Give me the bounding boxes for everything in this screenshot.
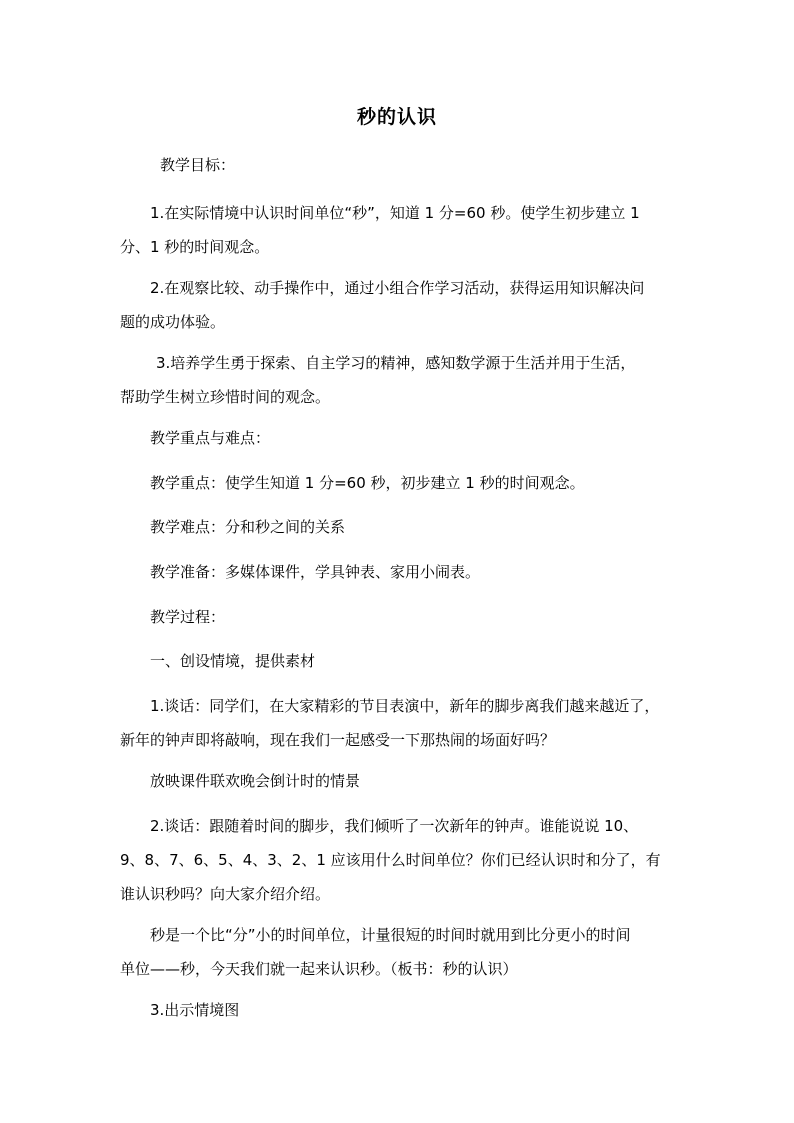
paragraph-process-heading: [120, 600, 680, 634]
text-line: 谁认识秒吗？向大家介绍介绍。: [120, 885, 331, 903]
text-line: 放映课件联欢晚会倒计时的情景: [150, 772, 361, 790]
text-line: 单位——秒，今天我们就一起来认识秒。（板书：秒的认识）: [120, 960, 518, 978]
text-line: 1.谈话：同学们，在大家精彩的节目表演中，新年的脚步离我们越来越近了，: [150, 697, 660, 715]
text-line: 分、1 秒的时间观念。: [120, 238, 270, 256]
paragraph-courseware-note: [120, 764, 680, 798]
text-line: 9、8、7、6、5、4、3、2、1 应该用什么时间单位？你们已经认识时和分了，有: [120, 851, 661, 869]
text-line: 一、创设情境，提供素材: [150, 652, 316, 670]
paragraph-key-point: [120, 466, 680, 500]
text-line: 帮助学生树立珍惜时间的观念。: [120, 388, 331, 406]
paragraph-section-1-heading: [120, 644, 680, 678]
paragraph-preparation: [120, 555, 680, 589]
text-line: 题的成功体验。: [120, 313, 226, 331]
text-line: 1.在实际情境中认识时间单位“秒”，知道 1 分=60 秒。使学生初步建立 1: [150, 204, 640, 222]
text-line: 教学过程：: [150, 608, 226, 626]
paragraph-goal-3: [120, 346, 680, 414]
text-line: 教学重点：使学生知道 1 分=60 秒，初步建立 1 秒的时间观念。: [150, 474, 585, 492]
text-line: 教学准备：多媒体课件，学具钟表、家用小闹表。: [150, 563, 481, 581]
paragraph-step-2: [120, 809, 680, 911]
text-line: 教学目标：: [160, 156, 236, 174]
paragraph-step-1: [120, 689, 680, 757]
paragraph-step-3: [120, 993, 680, 1027]
text-line: 秒是一个比“分”小的时间单位，计量很短的时间时就用到比分更小的时间: [150, 926, 631, 944]
text-line: 教学重点与难点：: [150, 429, 271, 447]
paragraph-second-definition: [120, 918, 680, 986]
text-line: 2.谈话：跟随着时间的脚步，我们倾听了一次新年的钟声。谁能说说 10、: [150, 817, 639, 835]
document-title: 秒的认识: [356, 106, 437, 128]
text-line: 3.出示情境图: [150, 1001, 240, 1019]
paragraph-goal-1: [120, 196, 680, 264]
text-line: 3.培养学生勇于探索、自主学习的精神，感知数学源于生活并用于生活，: [156, 354, 636, 372]
paragraph-difficult-point: [120, 510, 680, 544]
text-line: 新年的钟声即将敲响，现在我们一起感受一下那热闹的场面好吗？: [120, 731, 556, 749]
text-line: 教学难点：分和秒之间的关系: [150, 518, 346, 536]
text-line: 2.在观察比较、动手操作中，通过小组合作学习活动，获得运用知识解决问: [150, 279, 645, 297]
paragraph-goal-2: [120, 271, 680, 339]
paragraph-key-points-heading: [120, 421, 680, 455]
paragraph-teaching-goals-heading: [120, 148, 680, 182]
